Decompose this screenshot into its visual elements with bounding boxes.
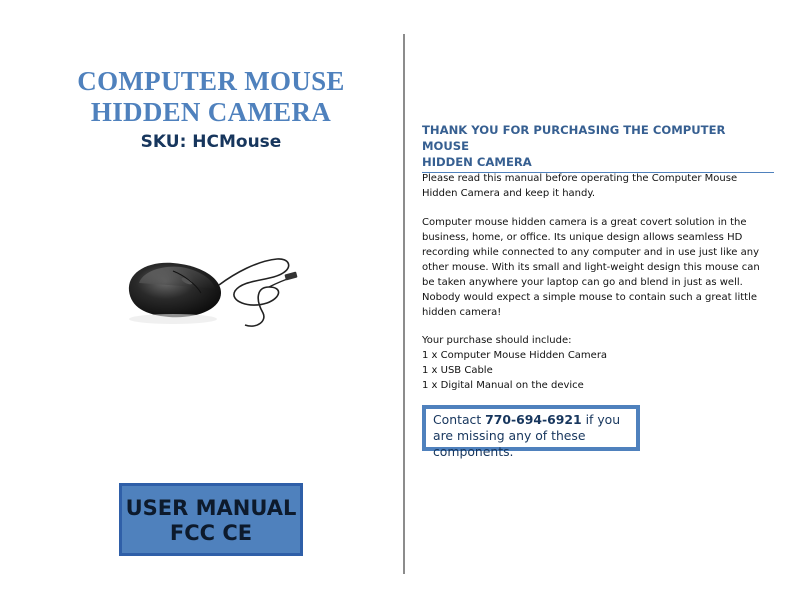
manual-line-1: USER MANUAL — [125, 496, 297, 520]
package-item: 1 x Digital Manual on the device — [422, 380, 584, 391]
package-item: 1 x Computer Mouse Hidden Camera — [422, 350, 608, 361]
page-divider — [403, 34, 405, 574]
package-contents — [422, 333, 774, 393]
title-line-2: HIDDEN CAMERA — [90, 97, 332, 127]
heading-line-1: THANK YOU FOR PURCHASING THE COMPUTER MOUSE — [422, 123, 726, 153]
package-item: 1 x USB Cable — [422, 365, 493, 376]
package-heading: Your purchase should include: — [422, 335, 572, 346]
contact-suffix: if you are missing any of these components. — [433, 412, 621, 459]
intro-paragraph: Please read this manual before operating the Computer Mouse Hidden Camera and keep it handy. — [422, 173, 738, 199]
manual-line-2: FCC CE — [169, 521, 253, 545]
section-heading — [422, 122, 774, 173]
contact-box — [422, 405, 640, 459]
description-paragraph: Computer mouse hidden camera is a great covert solution in the business, home, or office. Its unique design allows seamless HD recording while connected to any computer and in use just like any other mouse. With its small and light-weight design this mouse can be taken anywhere your laptop can go and blend in just as well. Nobody would expect a simple mouse to contain such a great little hidden camera! — [422, 217, 760, 318]
computer-mouse-image — [117, 243, 307, 343]
sku-label: SKU: HCMouse — [140, 132, 282, 152]
heading-line-2: HIDDEN CAMERA — [422, 155, 532, 169]
contact-prefix: Contact — [433, 412, 486, 427]
product-title — [40, 66, 382, 128]
user-manual-badge — [119, 483, 303, 556]
contact-phone: 770-694-6921 — [485, 412, 582, 427]
title-line-1: COMPUTER MOUSE — [77, 66, 345, 96]
